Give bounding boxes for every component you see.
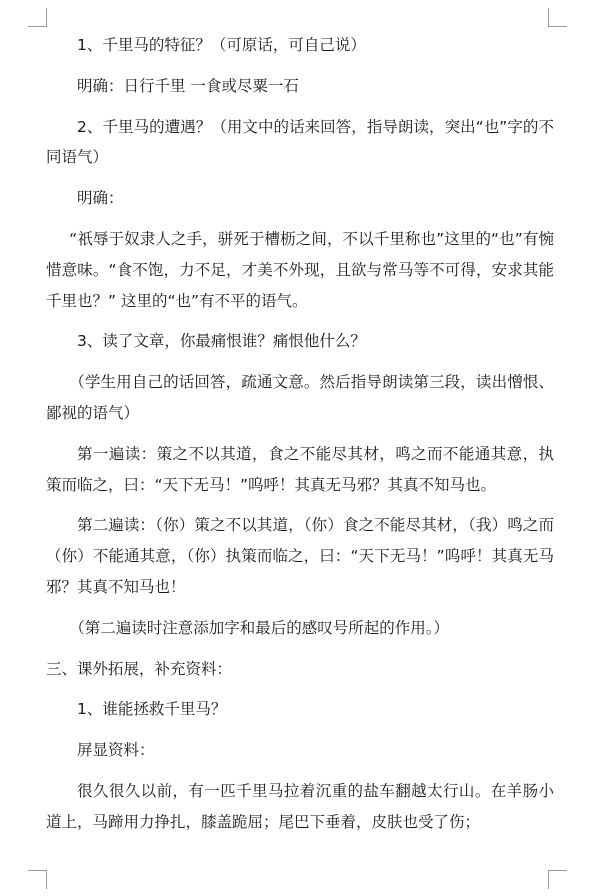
crop-mark-bottom-left (28, 870, 47, 889)
question-1: 1、千里马的特征？（可原话，可自己说） (77, 36, 366, 54)
question-2: 2、千里马的遭遇？（用文中的话来回答，指导朗读，突出“也”字的不同语气） (46, 117, 554, 167)
story-paragraph: 很久很久以前，有一匹千里马拉着沉重的盐车翻越太行山。在羊肠小道上，马蹄用力挣扎，膝盖跪屈；尾巴下垂着，皮肤也受了伤； (46, 781, 554, 831)
document-body (46, 30, 554, 838)
answer-2-label: 明确： (77, 189, 124, 208)
crop-mark-top-right (548, 8, 567, 27)
sub-question-1: 1、谁能拯救千里马？ (77, 700, 227, 719)
question-3: 3、读了文章，你最痛恨谁？痛恨他什么？ (77, 332, 366, 351)
section-3-heading: 三、课外拓展，补充资料： (46, 659, 233, 678)
second-reading: 第二遍读：（你）策之不以其道，（你）食之不能尽其材，（我）鸣之而（你）不能通其意，（你）执策而临之，曰：“天下无马！”呜呼！其真无马邪？其真不知马也！ (46, 516, 554, 596)
crop-mark-bottom-right (548, 870, 567, 889)
first-reading: 第一遍读：策之不以其道，食之不能尽其材，鸣之而不能通其意，执策而临之，曰：“天下无马！”呜呼！其真无马邪？其真不知马也。 (46, 444, 554, 494)
answer-2-text: “祇辱于奴隶人之手，骈死于槽枥之间，不以千里称也”这里的“也”有惋惜意味。“食不饱，力不足，才美不外现，且欲与常马等不可得，安求其能千里也？” 这里的“也”有不平的语气。 (46, 229, 554, 310)
screen-material-label: 屏显资料： (77, 741, 155, 760)
question-3-guidance: （学生用自己的话回答，疏通文意。然后指导朗读第三段，读出憎恨、鄙视的语气） (46, 373, 554, 422)
reading-note: （第二遍读时注意添加字和最后的感叹号所起的作用。） (69, 618, 450, 637)
answer-1: 明确：日行千里 一食或尽粟一石 (77, 76, 299, 95)
crop-mark-top-left (28, 8, 47, 27)
